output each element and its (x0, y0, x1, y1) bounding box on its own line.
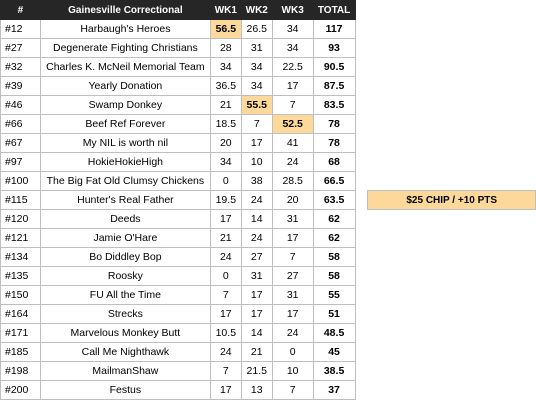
wk3-score-cell[interactable]: 17 (272, 77, 313, 96)
spacer-cell (355, 58, 368, 77)
total-score-cell[interactable]: 63.5 (313, 191, 355, 210)
table-row (1, 229, 536, 248)
table-row (1, 77, 536, 96)
rank-cell[interactable]: #97 (1, 153, 41, 172)
wk1-score-cell[interactable]: 17 (210, 210, 241, 229)
wk3-score-cell[interactable]: 24 (272, 324, 313, 343)
spacer-cell (355, 381, 368, 400)
wk3-score-cell[interactable]: 28.5 (272, 172, 313, 191)
spacer-cell (355, 1, 368, 20)
wk1-score-cell[interactable]: 34 (210, 58, 241, 77)
wk1-score-cell[interactable]: 0 (210, 267, 241, 286)
team-name-cell[interactable]: Swamp Donkey (40, 96, 210, 115)
rank-cell[interactable]: #46 (1, 96, 41, 115)
total-score-cell[interactable]: 93 (313, 39, 355, 58)
wk3-score-cell[interactable]: 34 (272, 20, 313, 39)
table-row (1, 210, 536, 229)
column-header-team[interactable]: Gainesville Correctional (40, 1, 210, 20)
table-row (1, 96, 536, 115)
wk1-score-cell[interactable]: 24 (210, 248, 241, 267)
total-score-cell[interactable]: 117 (313, 20, 355, 39)
wk2-score-cell[interactable]: 31 (241, 39, 272, 58)
wk2-score-cell[interactable]: 24 (241, 191, 272, 210)
table-row (1, 58, 536, 77)
wk1-score-cell[interactable]: 17 (210, 305, 241, 324)
empty-cell (368, 267, 536, 286)
team-name-cell[interactable]: Yearly Donation (40, 77, 210, 96)
total-score-cell[interactable]: 37 (313, 381, 355, 400)
wk3-score-cell[interactable]: 31 (272, 210, 313, 229)
total-score-cell[interactable]: 68 (313, 153, 355, 172)
team-name-cell[interactable]: MailmanShaw (40, 362, 210, 381)
rank-cell[interactable]: #185 (1, 343, 41, 362)
empty-cell (368, 248, 536, 267)
total-score-cell[interactable]: 78 (313, 115, 355, 134)
total-score-cell[interactable]: 62 (313, 210, 355, 229)
team-name-cell[interactable]: FU All the Time (40, 286, 210, 305)
empty-cell (368, 39, 536, 58)
wk2-score-cell[interactable]: 31 (241, 267, 272, 286)
rank-cell[interactable]: #134 (1, 248, 41, 267)
wk1-score-cell[interactable]: 19.5 (210, 191, 241, 210)
rank-cell[interactable]: #164 (1, 305, 41, 324)
team-name-cell[interactable]: The Big Fat Old Clumsy Chickens (40, 172, 210, 191)
empty-cell (368, 362, 536, 381)
total-score-cell[interactable]: 90.5 (313, 58, 355, 77)
wk2-score-cell[interactable]: 17 (241, 305, 272, 324)
wk2-score-cell[interactable]: 24 (241, 229, 272, 248)
spacer-cell (368, 1, 536, 20)
table-row (1, 153, 536, 172)
empty-cell (368, 77, 536, 96)
total-score-cell[interactable]: 62 (313, 229, 355, 248)
rank-cell[interactable]: #27 (1, 39, 41, 58)
wk1-score-cell[interactable]: 17 (210, 381, 241, 400)
spacer-cell (355, 96, 368, 115)
wk2-score-cell[interactable]: 21 (241, 343, 272, 362)
wk3-score-cell[interactable]: 22.5 (272, 58, 313, 77)
rank-cell[interactable]: #115 (1, 191, 41, 210)
table-row (1, 134, 536, 153)
team-name-cell[interactable]: HokieHokieHigh (40, 153, 210, 172)
rank-cell[interactable]: #198 (1, 362, 41, 381)
spacer-cell (355, 210, 368, 229)
team-name-cell[interactable]: Deeds (40, 210, 210, 229)
table-row (1, 172, 536, 191)
empty-cell (368, 305, 536, 324)
spacer-cell (355, 20, 368, 39)
spacer-cell (355, 248, 368, 267)
spacer-cell (355, 172, 368, 191)
team-name-cell[interactable]: Bo Diddley Bop (40, 248, 210, 267)
wk3-score-cell[interactable]: 34 (272, 39, 313, 58)
total-score-cell[interactable]: 45 (313, 343, 355, 362)
rank-cell[interactable]: #39 (1, 77, 41, 96)
column-header-wk1[interactable]: WK1 (210, 1, 241, 20)
wk1-score-cell[interactable]: 24 (210, 343, 241, 362)
wk1-score-cell[interactable]: 36.5 (210, 77, 241, 96)
wk2-score-cell[interactable]: 38 (241, 172, 272, 191)
spacer-cell (355, 267, 368, 286)
total-score-cell[interactable]: 83.5 (313, 96, 355, 115)
team-name-cell[interactable]: Harbaugh's Heroes (40, 20, 210, 39)
team-name-cell[interactable]: Charles K. McNeil Memorial Team (40, 58, 210, 77)
empty-cell (368, 96, 536, 115)
total-score-cell[interactable]: 55 (313, 286, 355, 305)
wk3-score-cell[interactable]: 0 (272, 343, 313, 362)
wk2-score-cell[interactable]: 21.5 (241, 362, 272, 381)
empty-cell (368, 343, 536, 362)
wk3-score-cell[interactable]: 52.5 (272, 115, 313, 134)
spacer-cell (355, 362, 368, 381)
empty-cell (368, 134, 536, 153)
table-row (1, 305, 536, 324)
standings-body (1, 20, 536, 400)
empty-cell (368, 20, 536, 39)
wk1-score-cell[interactable]: 0 (210, 172, 241, 191)
wk2-score-cell[interactable]: 34 (241, 58, 272, 77)
column-header-total[interactable]: TOTAL (313, 1, 355, 20)
table-row (1, 362, 536, 381)
total-score-cell[interactable]: 58 (313, 248, 355, 267)
rank-cell[interactable]: #121 (1, 229, 41, 248)
wk1-score-cell[interactable]: 7 (210, 362, 241, 381)
table-row (1, 20, 536, 39)
total-score-cell[interactable]: 51 (313, 305, 355, 324)
rank-cell[interactable]: #200 (1, 381, 41, 400)
total-score-cell[interactable]: 66.5 (313, 172, 355, 191)
wk3-score-cell[interactable]: 7 (272, 96, 313, 115)
empty-cell (368, 58, 536, 77)
column-header-wk2[interactable]: WK2 (241, 1, 272, 20)
table-row (1, 381, 536, 400)
team-name-cell[interactable]: Festus (40, 381, 210, 400)
wk2-score-cell[interactable]: 7 (241, 115, 272, 134)
spacer-cell (355, 286, 368, 305)
wk3-score-cell[interactable]: 17 (272, 229, 313, 248)
wk1-score-cell[interactable]: 18.5 (210, 115, 241, 134)
column-header-wk3[interactable]: WK3 (272, 1, 313, 20)
total-score-cell[interactable]: 58 (313, 267, 355, 286)
wk2-score-cell[interactable]: 17 (241, 286, 272, 305)
spacer-cell (355, 39, 368, 58)
table-row (1, 286, 536, 305)
empty-cell (368, 153, 536, 172)
rank-cell[interactable]: #12 (1, 20, 41, 39)
total-score-cell[interactable]: 38.5 (313, 362, 355, 381)
spacer-cell (355, 153, 368, 172)
wk3-score-cell[interactable]: 24 (272, 153, 313, 172)
wk2-score-cell[interactable]: 26.5 (241, 20, 272, 39)
wk3-score-cell[interactable]: 31 (272, 286, 313, 305)
chip-bonus-badge[interactable]: $25 CHIP / +10 PTS (368, 191, 536, 210)
rank-cell[interactable]: #171 (1, 324, 41, 343)
rank-cell[interactable]: #120 (1, 210, 41, 229)
rank-cell[interactable]: #67 (1, 134, 41, 153)
wk1-score-cell[interactable]: 56.5 (210, 20, 241, 39)
table-row (1, 343, 536, 362)
empty-cell (368, 381, 536, 400)
team-name-cell[interactable]: Degenerate Fighting Christians (40, 39, 210, 58)
wk2-score-cell[interactable]: 27 (241, 248, 272, 267)
wk2-score-cell[interactable]: 55.5 (241, 96, 272, 115)
wk3-score-cell[interactable]: 20 (272, 191, 313, 210)
wk1-score-cell[interactable]: 7 (210, 286, 241, 305)
wk1-score-cell[interactable]: 20 (210, 134, 241, 153)
team-name-cell[interactable]: Marvelous Monkey Butt (40, 324, 210, 343)
spacer-cell (355, 115, 368, 134)
spacer-cell (355, 77, 368, 96)
wk3-score-cell[interactable]: 7 (272, 381, 313, 400)
wk1-score-cell[interactable]: 28 (210, 39, 241, 58)
wk2-score-cell[interactable]: 13 (241, 381, 272, 400)
wk3-score-cell[interactable]: 10 (272, 362, 313, 381)
wk2-score-cell[interactable]: 14 (241, 210, 272, 229)
table-row (1, 324, 536, 343)
spacer-cell (355, 191, 368, 210)
team-name-cell[interactable]: Beef Ref Forever (40, 115, 210, 134)
spacer-cell (355, 324, 368, 343)
table-row (1, 248, 536, 267)
rank-cell[interactable]: #66 (1, 115, 41, 134)
wk1-score-cell[interactable]: 34 (210, 153, 241, 172)
column-header-rank[interactable]: # (1, 1, 41, 20)
spacer-cell (355, 343, 368, 362)
team-name-cell[interactable]: Hunter's Real Father (40, 191, 210, 210)
total-score-cell[interactable]: 48.5 (313, 324, 355, 343)
wk1-score-cell[interactable]: 21 (210, 229, 241, 248)
spacer-cell (355, 305, 368, 324)
table-row (1, 115, 536, 134)
empty-cell (368, 210, 536, 229)
header-row (1, 1, 536, 20)
empty-cell (368, 229, 536, 248)
total-score-cell[interactable]: 78 (313, 134, 355, 153)
wk1-score-cell[interactable]: 21 (210, 96, 241, 115)
team-name-cell[interactable]: Strecks (40, 305, 210, 324)
wk2-score-cell[interactable]: 17 (241, 134, 272, 153)
rank-cell[interactable]: #150 (1, 286, 41, 305)
empty-cell (368, 115, 536, 134)
wk2-score-cell[interactable]: 14 (241, 324, 272, 343)
rank-cell[interactable]: #100 (1, 172, 41, 191)
empty-cell (368, 172, 536, 191)
wk2-score-cell[interactable]: 34 (241, 77, 272, 96)
table-row (1, 39, 536, 58)
wk3-score-cell[interactable]: 41 (272, 134, 313, 153)
wk2-score-cell[interactable]: 10 (241, 153, 272, 172)
team-name-cell[interactable]: Roosky (40, 267, 210, 286)
empty-cell (368, 324, 536, 343)
wk3-score-cell[interactable]: 27 (272, 267, 313, 286)
table-row (1, 191, 536, 210)
team-name-cell[interactable]: Call Me Nighthawk (40, 343, 210, 362)
empty-cell (368, 286, 536, 305)
total-score-cell[interactable]: 87.5 (313, 77, 355, 96)
spacer-cell (355, 229, 368, 248)
wk3-score-cell[interactable]: 7 (272, 248, 313, 267)
rank-cell[interactable]: #32 (1, 58, 41, 77)
table-row (1, 267, 536, 286)
wk3-score-cell[interactable]: 17 (272, 305, 313, 324)
team-name-cell[interactable]: Jamie O'Hare (40, 229, 210, 248)
rank-cell[interactable]: #135 (1, 267, 41, 286)
team-name-cell[interactable]: My NIL is worth nil (40, 134, 210, 153)
wk1-score-cell[interactable]: 10.5 (210, 324, 241, 343)
spacer-cell (355, 134, 368, 153)
